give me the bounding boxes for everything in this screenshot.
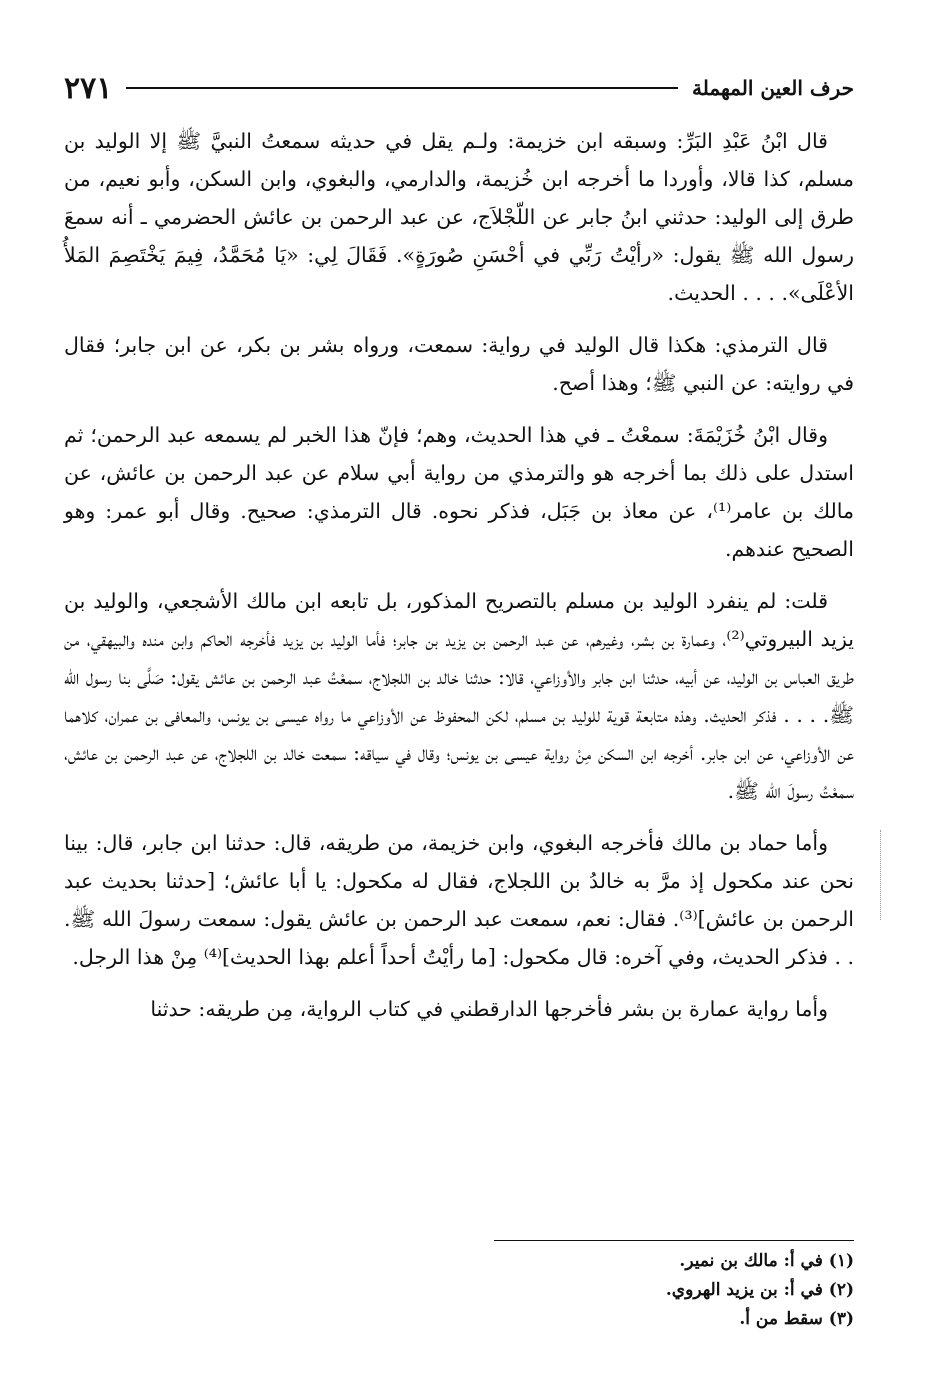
paragraph-ibn-abd-al-barr: قال ابْنُ عَبْدِ البَرِّ: وسبقه ابن خزيمة: ولـم يقل في حديثه سمعتُ النبيَّ ﷺ إلا الوليد بن مسلم، كذا قالا، وأوردا ما أخرجه ابن خُزيمة، والدارمي، والبغوي، وابن السكن، وأبو نعيم، من طرق إلى الوليد: حدثني ابنُ جابر عن اللّجْلاَج، عن عبد الرحمن بن عائش الحضرمي ـ أنه سمعَ رسول الله ﷺ يقول: «رأيْتُ رَبِّي في أحْسَنِ صُورَةٍ». فَقَالَ لِي: «يَا مُحَمَّدُ، فِيمَ يَخْتَصِمَ المَلأُ الأعْلَى». . . . الحديث.	[64, 129, 854, 305]
margin-mark	[880, 830, 882, 920]
paragraph-hammad: وأما حماد بن مالك فأخرجه البغوي، وابن خزيمة، من طريقه، قال: حدثنا ابن جابر، قال: بينا نحن عند مكحول إذ مرَّ به خالدُ بن اللجلاج، فقال له مكحول: يا أبا عائش؛ [حدثنا بحديث عبد الرحمن بن عائش]⁽³⁾. فقال: نعم، سمعت عبد الرحمن بن عائش يقول: سمعت رسولَ الله ﷺ. . . فذكر الحديث، وفي آخره: قال مكحول: [ما رأيْتُ أحداً أعلم بهذا الحديث]⁽⁴⁾ مِنْ هذا الرجل.	[64, 831, 855, 969]
page-number: ٢٧١	[64, 70, 113, 106]
page	[64, 70, 854, 1042]
chapter-title: حرف العين المهملة	[692, 76, 854, 100]
footnote-3: (٣) سقط من أ.	[739, 1309, 854, 1329]
paragraph-tirmidhi: قال الترمذي: هكذا قال الوليد في رواية: سمعت، ورواه بشر بن بكر، عن ابن جابر؛ فقال في روايته: عن النبي ﷺ؛ وهذا أصح.	[64, 333, 854, 395]
footnote-rule	[494, 1240, 854, 1241]
footnote-2: (٢) في أ: بن يزيد الهروي.	[665, 1280, 854, 1300]
footnotes	[64, 1240, 854, 1334]
paragraph-umarah: وأما رواية عمارة بن بشر فأخرجها الدارقطني في كتاب الرواية، مِن طريقه: حدثنا	[150, 997, 828, 1021]
footnote-1: (١) في أ: مالك بن نمير.	[679, 1251, 854, 1271]
running-header	[64, 70, 854, 106]
body-text	[64, 122, 854, 1028]
header-rule	[126, 87, 678, 89]
paragraph-qultu: قلت: لم ينفرد الوليد بن مسلم بالتصريح المذكور، بل تابعه ابن مالك الأشجعي، والوليد بن يزيد البيروتي⁽²⁾، وعمارة بن بشر، وغيرهم، عن عبد الرحمن بن يزيد بن جابر؛ فأما الوليد بن يزيد فأخرجه الحاكم وابن منده والبيهقي، من طريق العباس بن الوليد، عن أبيه، حدثنا ابن جابر والأوزاعي، قالا: حدثنا خالد بن اللجلاج، سمعْتُ عبد الرحمن بن عائش يقول: صَلَّى بنا رسول الله ﷺ. . . . فذكر الحديث. وهذه متابعة قوية للوليد بن مسلم، لكن المحفوظ عن الأوزاعي ما رواه عيسى بن يونس، والمعافى بن عمران، كلاهما عن الأوزاعي، عن ابن جابر. أخرجه ابن السكن مِنْ رواية عيسى بن يونس؛ وقال في سياقه: سمعت خالد بن اللجلاج، عن عبد الرحمن بن عائش، سمعْتُ رسولَ الله ﷺ.	[64, 589, 855, 803]
paragraph-ibn-khuzaymah: وقال ابْنُ خُزَيْمَةَ: سمعْتُ ـ في هذا الحديث، وهم؛ فإنّ هذا الخبر لم يسمعه عبد الرحمن؛ ثم استدل على ذلك بما أخرجه هو والترمذي من رواية أبي سلام عن عبد الرحمن بن عائش، عن مالك بن عامر⁽¹⁾، عن معاذ بن جَبَل، فذكر نحوه. قال الترمذي: صحيح. وقال أبو عمر: وهو الصحيح عندهم.	[64, 423, 854, 561]
